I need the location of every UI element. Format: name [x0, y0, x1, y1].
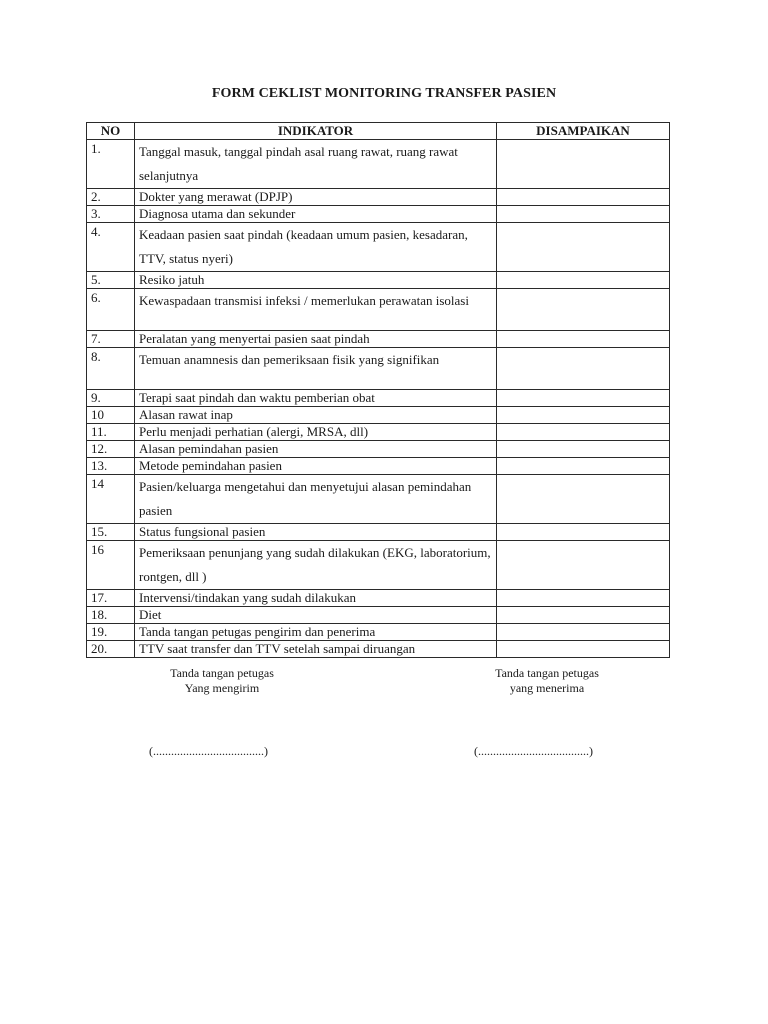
table-row [87, 140, 670, 189]
table-row [87, 206, 670, 223]
row-indikator: Temuan anamnesis dan pemeriksaan fisik yang signifikan [135, 348, 497, 390]
sender-signature-block [142, 666, 302, 696]
row-indikator: Intervensi/tindakan yang sudah dilakukan [135, 590, 497, 607]
row-disampaikan-cell[interactable] [497, 140, 670, 189]
row-disampaikan-cell[interactable] [497, 641, 670, 658]
row-indikator: Terapi saat pindah dan waktu pemberian obat [135, 390, 497, 407]
row-disampaikan-cell[interactable] [497, 348, 670, 390]
table-row [87, 390, 670, 407]
row-disampaikan-cell[interactable] [497, 407, 670, 424]
table-row [87, 272, 670, 289]
receiver-signature-label: Tanda tangan petugas [495, 666, 599, 680]
row-indikator: Perlu menjadi perhatian (alergi, MRSA, dll) [135, 424, 497, 441]
table-row [87, 590, 670, 607]
table-row [87, 641, 670, 658]
table-row [87, 289, 670, 331]
row-disampaikan-cell[interactable] [497, 206, 670, 223]
row-indikator: Pemeriksaan penunjang yang sudah dilakukan (EKG, laboratorium, rontgen, dll ) [135, 541, 497, 590]
row-number: 6. [87, 289, 135, 331]
row-indikator: TTV saat transfer dan TTV setelah sampai diruangan [135, 641, 497, 658]
header-no: NO [87, 123, 135, 140]
row-disampaikan-cell[interactable] [497, 223, 670, 272]
row-indikator: Diagnosa utama dan sekunder [135, 206, 497, 223]
header-indikator: INDIKATOR [135, 123, 497, 140]
row-disampaikan-cell[interactable] [497, 441, 670, 458]
receiver-signature-role: yang menerima [509, 681, 585, 695]
row-indikator: Tanda tangan petugas pengirim dan penerima [135, 624, 497, 641]
row-number: 13. [87, 458, 135, 475]
row-indikator: Tanggal masuk, tanggal pindah asal ruang rawat, ruang rawat selanjutnya [135, 140, 497, 189]
row-indikator: Pasien/keluarga mengetahui dan menyetujui alasan pemindahan pasien [135, 475, 497, 524]
row-disampaikan-cell[interactable] [497, 189, 670, 206]
page-title: FORM CEKLIST MONITORING TRANSFER PASIEN [211, 86, 557, 101]
row-disampaikan-cell[interactable] [497, 458, 670, 475]
row-number: 7. [87, 331, 135, 348]
receiver-signature-block [467, 666, 627, 696]
row-disampaikan-cell[interactable] [497, 541, 670, 590]
row-number: 17. [87, 590, 135, 607]
row-number: 1. [87, 140, 135, 189]
row-indikator: Dokter yang merawat (DPJP) [135, 189, 497, 206]
table-row [87, 189, 670, 206]
checklist-table [86, 122, 670, 658]
row-disampaikan-cell[interactable] [497, 390, 670, 407]
table-row [87, 348, 670, 390]
table-row [87, 331, 670, 348]
row-number: 15. [87, 524, 135, 541]
row-indikator: Status fungsional pasien [135, 524, 497, 541]
row-disampaikan-cell[interactable] [497, 524, 670, 541]
row-indikator: Resiko jatuh [135, 272, 497, 289]
row-indikator: Alasan rawat inap [135, 407, 497, 424]
sender-signature-line[interactable]: (.....................................) [149, 744, 268, 758]
row-indikator: Metode pemindahan pasien [135, 458, 497, 475]
table-row [87, 223, 670, 272]
sender-signature-label: Tanda tangan petugas [170, 666, 274, 680]
row-indikator: Peralatan yang menyertai pasien saat pindah [135, 331, 497, 348]
row-disampaikan-cell[interactable] [497, 289, 670, 331]
row-number: 10 [87, 407, 135, 424]
row-disampaikan-cell[interactable] [497, 475, 670, 524]
row-disampaikan-cell[interactable] [497, 331, 670, 348]
row-number: 19. [87, 624, 135, 641]
table-row [87, 424, 670, 441]
row-number: 20. [87, 641, 135, 658]
row-disampaikan-cell[interactable] [497, 424, 670, 441]
table-row [87, 441, 670, 458]
header-disampaikan: DISAMPAIKAN [497, 123, 670, 140]
row-disampaikan-cell[interactable] [497, 590, 670, 607]
row-number: 12. [87, 441, 135, 458]
row-indikator: Alasan pemindahan pasien [135, 441, 497, 458]
row-indikator: Keadaan pasien saat pindah (keadaan umum pasien, kesadaran, TTV, status nyeri) [135, 223, 497, 272]
row-number: 18. [87, 607, 135, 624]
receiver-signature-line[interactable]: (.....................................) [474, 744, 593, 758]
row-number: 3. [87, 206, 135, 223]
table-row [87, 524, 670, 541]
row-number: 5. [87, 272, 135, 289]
table-header-row [87, 123, 670, 140]
row-number: 2. [87, 189, 135, 206]
row-indikator: Diet [135, 607, 497, 624]
row-indikator: Kewaspadaan transmisi infeksi / memerlukan perawatan isolasi [135, 289, 497, 331]
table-row [87, 541, 670, 590]
table-row [87, 407, 670, 424]
row-number: 4. [87, 223, 135, 272]
row-number: 9. [87, 390, 135, 407]
row-number: 8. [87, 348, 135, 390]
table-row [87, 607, 670, 624]
checklist-body [87, 140, 670, 658]
row-disampaikan-cell[interactable] [497, 624, 670, 641]
table-row [87, 475, 670, 524]
row-disampaikan-cell[interactable] [497, 607, 670, 624]
row-disampaikan-cell[interactable] [497, 272, 670, 289]
table-row [87, 624, 670, 641]
row-number: 11. [87, 424, 135, 441]
row-number: 16 [87, 541, 135, 590]
row-number: 14 [87, 475, 135, 524]
sender-signature-role: Yang mengirim [184, 681, 260, 695]
table-row [87, 458, 670, 475]
